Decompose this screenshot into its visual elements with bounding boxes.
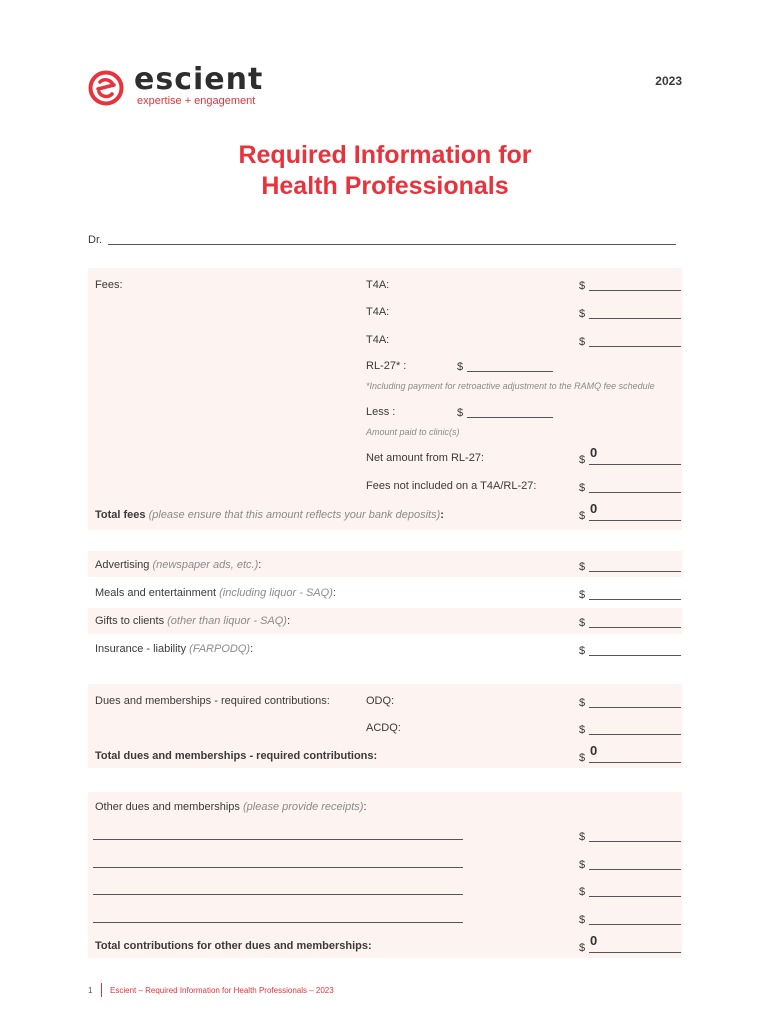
odq-amount-field[interactable] [589, 707, 681, 708]
gifts-amount-field[interactable] [589, 627, 681, 628]
t4a-currency-2: $ [579, 308, 586, 320]
net-amount-currency: $ [579, 454, 586, 466]
meals-label: Meals and entertainment (including liquor - SAQ): [95, 587, 336, 599]
insurance-currency: $ [579, 645, 586, 657]
rl27-amount-field[interactable] [467, 371, 553, 372]
less-note: Amount paid to clinic(s) [366, 427, 460, 437]
t4a-label-2: T4A: [366, 306, 390, 318]
t4a-amount-field-2[interactable] [589, 318, 681, 319]
other-dues-currency-3: $ [579, 886, 586, 898]
total-dues-label: Total dues and memberships - required contributions: [95, 750, 378, 762]
fees-not-included-label: Fees not included on a T4A/RL-27: [366, 480, 537, 492]
other-dues-label: Other dues and memberships (please provide receipts): [95, 801, 367, 813]
other-dues-amount-field-4[interactable] [589, 924, 681, 925]
advertising-amount-field[interactable] [589, 571, 681, 572]
brand-name: escient [134, 62, 264, 97]
other-dues-currency-1: $ [579, 831, 586, 843]
gifts-label: Gifts to clients (other than liquor - SAQ): [95, 615, 291, 627]
less-label: Less : [366, 406, 396, 418]
page-title: Required Information for Health Professionals [238, 141, 532, 200]
other-dues-description-field-4[interactable] [93, 922, 463, 923]
page-number: 1 [88, 986, 93, 995]
footer-divider [101, 983, 102, 997]
gifts-currency: $ [579, 617, 586, 629]
fees-not-included-currency: $ [579, 482, 586, 494]
total-other-dues-label: Total contributions for other dues and memberships: [95, 940, 372, 952]
rl27-note: *Including payment for retroactive adjustment to the RAMQ fee schedule [366, 381, 655, 391]
rl27-currency: $ [457, 361, 464, 373]
fees-not-included-field[interactable] [589, 492, 681, 493]
escient-logo-icon [88, 70, 124, 106]
t4a-currency-1: $ [579, 280, 586, 292]
t4a-label-1: T4A: [366, 279, 390, 291]
other-dues-amount-field-2[interactable] [589, 869, 681, 870]
acdq-label: ACDQ: [366, 722, 401, 734]
less-amount-field[interactable] [467, 417, 553, 418]
meals-amount-field[interactable] [589, 599, 681, 600]
advertising-currency: $ [579, 561, 586, 573]
total-fees-label: Total fees (please ensure that this amount reflects your bank deposits): [95, 509, 444, 521]
insurance-label: Insurance - liability (FARPODQ): [95, 643, 254, 655]
t4a-currency-3: $ [579, 336, 586, 348]
odq-label: ODQ: [366, 695, 395, 707]
acdq-amount-field[interactable] [589, 734, 681, 735]
insurance-amount-field[interactable] [589, 655, 681, 656]
acdq-currency: $ [579, 724, 586, 736]
dues-label: Dues and memberships - required contributions: [95, 695, 330, 707]
total-dues-value: 0 [590, 743, 598, 758]
t4a-amount-field-1[interactable] [589, 290, 681, 291]
net-amount-field[interactable] [589, 464, 681, 465]
total-dues-currency: $ [579, 752, 586, 764]
total-other-dues-value: 0 [590, 933, 598, 948]
less-currency: $ [457, 407, 464, 419]
other-dues-description-field-3[interactable] [93, 894, 463, 895]
other-dues-description-field-2[interactable] [93, 867, 463, 868]
other-dues-amount-field-3[interactable] [589, 896, 681, 897]
dr-name-field[interactable] [108, 244, 676, 245]
odq-currency: $ [579, 697, 586, 709]
net-amount-value: 0 [590, 445, 598, 460]
meals-currency: $ [579, 589, 586, 601]
net-amount-label: Net amount from RL-27: [366, 452, 484, 464]
total-fees-currency: $ [579, 510, 586, 522]
other-dues-amount-field-1[interactable] [589, 841, 681, 842]
footer-text: Escient – Required Information for Health Professionals – 2023 [110, 986, 334, 995]
t4a-label-3: T4A: [366, 334, 390, 346]
total-other-dues-currency: $ [579, 942, 586, 954]
t4a-amount-field-3[interactable] [589, 346, 681, 347]
rl27-label: RL-27* : [366, 360, 407, 372]
other-dues-description-field-1[interactable] [93, 839, 463, 840]
total-fees-field[interactable] [589, 520, 681, 521]
total-dues-field[interactable] [589, 762, 681, 763]
total-other-dues-field[interactable] [589, 952, 681, 953]
document-year: 2023 [655, 74, 682, 88]
total-fees-value: 0 [590, 501, 598, 516]
brand-tagline: expertise + engagement [137, 95, 256, 107]
fees-label: Fees: [95, 279, 123, 291]
other-dues-currency-4: $ [579, 914, 586, 926]
other-dues-currency-2: $ [579, 859, 586, 871]
dr-label: Dr. [88, 234, 103, 246]
advertising-label: Advertising (newspaper ads, etc.): [95, 559, 262, 571]
